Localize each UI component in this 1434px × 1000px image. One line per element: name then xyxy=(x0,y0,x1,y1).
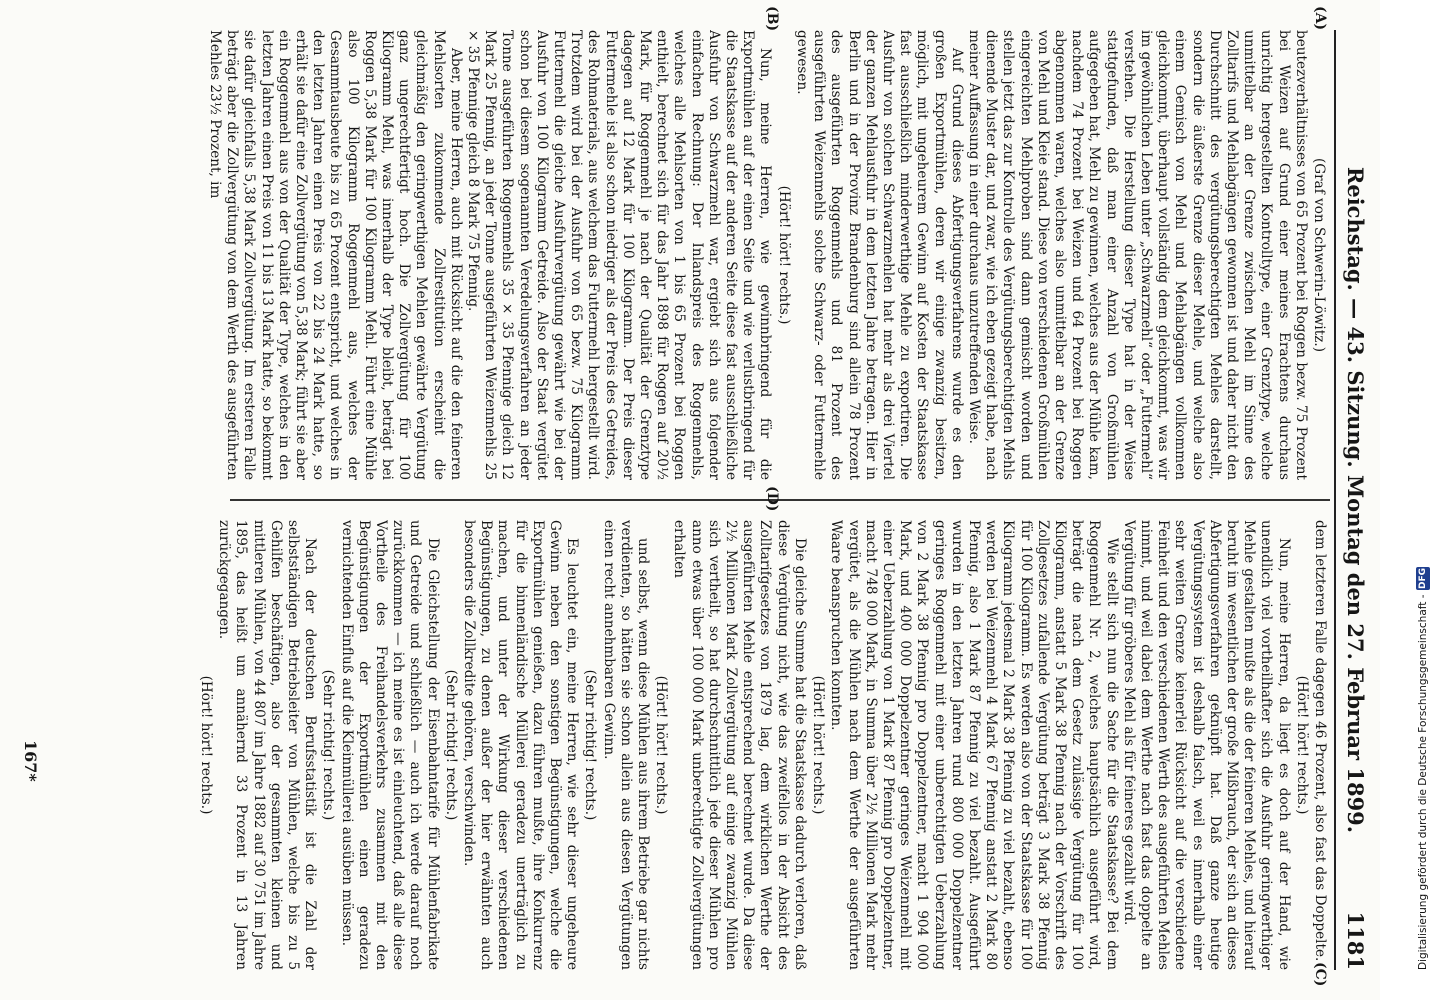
signature-mark: 167* xyxy=(21,740,40,782)
reaction: (Hört! hört! rechts.) xyxy=(1293,675,1310,815)
header-title: Reichstag. — 43. Sitzung. Montag den 27. Februar 1899. xyxy=(1343,166,1368,834)
reaction: (Hört! hört! rechts.) xyxy=(653,675,670,815)
reaction: (Sehr richtig! rechts.) xyxy=(582,669,599,821)
marker-b: (B) xyxy=(764,6,780,32)
paragraph: Nach der deutschen Berufsstatistik ist die Zahl der selbstständigen Betriebsleiter von Mühlen, welche bis zu 5 Gehilfen beschäftigen, also der gesammten kleinen und mittleren Mühlen, von 44 807 im Jahre 1882 auf 30 751 im Jahre 1895, das heißt um annähernd 33 Prozent in 13 Jahren zurückgegangen. xyxy=(216,520,319,970)
paragraph: Wie stellt sich nun die Sache für die Staatskasse? Bei dem Roggenmehl Nr. 2, welches hauptsächlich ausgeführt wird, beträgt die nach dem Gesetz zulässige Vergütung für 100 Kilogramm, anstatt 5 Mark 38 Pfennig nach der Vorschrift des Zollgesetzes zufallende Vergütung beträgt 3 Mark 38 Pfennig für 100 Kilogramm. Es werden also von der Staatskasse für 100 Kilogramm jedesmal 2 Mark 38 Pfennig zu viel bezahlt, ebenso werden bei Weizenmehl 4 Mark 67 Pfennig anstatt 2 Mark 80 Pfennig, also 1 Mark 87 Pfennig zu viel bezahlt. Ausgeführt wurden in den letzten Jahren rund 800 000 Doppelzentner geringes Roggenmehl mit einer unberechtigten Ueberzahlung von 2 Mark 38 Pfennig pro Doppelzentner, macht 1 904 000 Mark, und 400 000 Doppelzentner geringes Weizenmehl mit einer Ueberzahlung von 1 Mark 87 Pfennig pro Doppelzentner, macht 748 000 Mark, in Summa über 2½ Millionen Mark mehr vergütet, als die Mühlen nach dem Werthe der ausgeführten Waare beanspruchen konnten. xyxy=(828,520,1120,970)
paragraph: Nun, meine Herren, da liegt es doch auf der Hand, wie unendlich viel vortheilhafter sich die Ausfuhr geringwerthiger Mehle gestalten mußte als die der feineren Mehles, und hierauf beruht im wesentlichen der große Mißbrauch, der sich an dieses Abfertigungsverfahren geknüpft hat. Daß ganze heutige Vergütungssystem ist deshalb falsch, weil es innerhalb einer sehr weiten Grenze keinerlei Rücksicht auf die verschiedene Feinheit und den verschiedenen Werth des ausgeführten Mehles nimmt, und weil dabei dem Werthe nach fast das doppelte an Vergütung für gröberes Mehl als für feineres gezahlt wird. xyxy=(1120,520,1292,970)
paragraph: Aber, meine Herren, auch mit Rücksicht auf die den feineren Mehlsorten zukommende Zollrestitution erscheint die gleichmäßig den geringwerthigen Mehlen gewährte Vergütung ganz ungerechtfertigt hoch. Die Zollvergütung für 100 Kilogramm Mehl, was innerhalb der Type bleibt, beträgt bei Roggen 5,38 Mark für 100 Kilogramm Mehl. Führt eine Mühle also 100 Kilogramm Roggenmehl aus, welches der Gesammtausbeute bis zu 65 Prozent entspricht, und welches in den letzten Jahren einen Preis von 22 bis 24 Mark hatte, so erhält sie dafür eine Zollvergütung von 5,38 Mark; führt sie aber ein Roggenmehl aus von der Qualität der Type, welches in den letzten Jahren einen Preis von 11 bis 13 Mark hatte, so bekommt sie dafür gleichfalls 5,38 Mark Zollvergütung. Im ersteren Falle beträgt aber die Zollvergütung von dem Werth des ausgeführten Mehles 23½ Prozent, im xyxy=(207,30,464,480)
header-rule xyxy=(1334,30,1336,970)
paragraph: Auf Grund dieses Abfertigungsverfahrens wurde es den großen Exportmühlen, deren wir einige zwanzig besitzen, möglich, mit ungeheurem Gewinn auf Kosten der Staatskasse fast ausschließlich minderwerthige Mehle zu exportiren. Die Ausfuhr von solchen Schwarzmehlen hat mehr als drei Viertel der ganzen Mehlausfuhr in dem letzten Jahre betragen. Hier in Berlin und in der Provinz Brandenburg sind allein 78 Prozent des ausgeführten Roggenmehls und 81 Prozent des ausgeführten Weizenmehls solche Schwarz- oder Futtermehle gewesen. xyxy=(793,30,965,480)
speaker-name: (Graf von Schwerin-Löwitz.) xyxy=(1311,157,1327,353)
credit-text: Digitalisierung gefördert durch die Deutsche Forschungsgemeinschaft - xyxy=(1417,594,1429,970)
dfg-logo-icon: DFG xyxy=(1418,568,1428,590)
digitization-credit xyxy=(1412,490,1434,970)
paragraph: und selbst, wenn diese Mühlen aus ihrem Betriebe gar nichts verdienten, so hätten sie schon allein aus diesen Vergütungen einen recht annehmbaren Gewinn. xyxy=(600,520,652,970)
marker-a: (A) xyxy=(1312,6,1328,31)
paragraph: Es leuchtet ein, meine Herren, wie sehr dieser ungeheure Gewinn neben den sonstigen Begünstigungen, welche die Exportmühlen genießen, dazu führen mußte, ihre Konkurrenz für die binnenländische Müllerei geradezu unerträglich zu machen, und unter der Wirkung dieser verschiedenen Begünstigungen, zu denen außer der hier erwähnten auch besonders die Zollkredite gehören, verschwinden. xyxy=(461,520,581,970)
marker-c: (C) xyxy=(1312,962,1328,987)
paragraph: dem letzteren Falle dagegen 46 Prozent, also fast das Doppelte. xyxy=(1312,520,1328,962)
reaction: (Hört! hört! rechts.) xyxy=(810,675,827,815)
column-divider xyxy=(230,499,1330,501)
page-number: 1181 xyxy=(1343,911,1368,970)
paragraph: beutezverhältnisses von 65 Prozent bei Roggen bezw. 75 Prozent bei Weizen auf Grund einer meines Erachtens durchaus unrichtig hergestellten Kontrolltype, einer Grenztype, welche unmittelbar an der Grenze zwischen Mehl im Sinne des Zolltarifs und Mehlabgängen gewonnen ist und daher nicht den Durchschnitt des vergütungsberechtigten Mehles darstellt, sondern die äußerste Grenze dieser Mehle, und welche also einem Gemisch von Mehl und Mehlabgängen vollkommen gleichkommt, überhaupt vollständig dem gleichkommt, was wir im gewöhnlichen Leben unter „Schwarzmehl“ oder „Futtermehl“ verstehen. Die Herstellung dieser Type hat in der Weise stattgefunden, daß man einer Anzahl von Großmühlen aufgegeben hat, Mehl zu gewinnen, welches aus der Mühle kam, nachdem 74 Prozent bei Weizen und 64 Prozent bei Roggen abgenommen waren, welches also unmittelbar an der Grenze von Mehl und Kleie stand. Diese von verschiedenen Großmühlen eingereichten Mehlproben sind dann gemischt worden und stellen jetzt das zur Kontrolle des Vergütungsberechtigten Mehls dienende Muster dar, und zwar, wie ich eben gezeigt habe, nach meiner Auffassung in einer durchaus unzutreffenden Weise. xyxy=(965,30,1309,480)
reaction: (Hört! hört! rechts.) xyxy=(198,675,214,815)
page-header xyxy=(1338,30,1372,970)
paragraph: Die gleiche Summe hat die Staatskasse dadurch verloren, daß diese Vergütung nicht, wie das zweifellos in der Absicht des Zolltarifgesetzes von 1879 lag, dem wirklichen Werthe der ausgeführten Mehle entsprechend berechnet wurde. Da diese 2½ Millionen Mark Zollvergütung auf einige zwanzig Mühlen sich vertheilt, so hat durchschnittlich jede dieser Mühlen pro anno etwas über 100 000 Mark unberechtigte Zollvergütungen erhalten xyxy=(671,520,808,970)
left-column xyxy=(88,30,1328,480)
reaction: (Hört! hört! rechts.) xyxy=(775,185,792,325)
paragraph: Die Gleichstellung der Eisenbahntarife für Mühlenfabrikate und Getreide und schließlich — auch ich werde darauf noch zurückkommen — ich meine es ist einleuchtend, daß alle diese Vortheile des Freihandelsverkehrs zusammen mit den Begünstigungen der Exportmühlen einen geradezu vernichtenden Einfluß auf die Kleinmüllerei ausüben müssen. xyxy=(338,520,441,970)
reaction: (Sehr richtig! rechts.) xyxy=(320,669,337,821)
paragraph: Nun, meine Herren, wie gewinnbringend für die Exportmühlen auf der einen Seite und wie verlustbringend für die Staatskasse auf der anderen Seite diese fast ausschließliche Ausfuhr von Schwarzmehl war, ergiebt sich aus folgender einfachen Rechnung: Der Inlandspreis des Roggenmehls, welches alle Mehlsorten von 1 bis 65 Prozent bei Roggen enthielt, berechnet sich für das Jahr 1898 für Roggen auf 20½ Mark, für Roggenmehl je nach der Qualität der Grenztype dagegen auf 12 Mark für 100 Kilogramm. Der Preis dieser Futtermehle ist also schon niedriger als der Preis des Getreides, des Rohmaterials, aus welchem das Futtermehl hergestellt wird. Trotzdem wird bei der Ausfuhr von 65 bezw. 75 Kilogramm Futtermehl die gleiche Ausfuhrvergütung gewährt wie bei der Ausfuhr von 100 Kilogramm Getreide. Also der Staat vergütet schon bei diesem sogenannten Veredelungsverfahren an jeder Tonne ausgeführten Roggenmehls 35 × 35 Pfennige gleich 12 Mark 25 Pfennig, an jeder Tonne ausgeführten Weizenmehls 25 × 35 Pfennige gleich 8 Mark 75 Pfennig. xyxy=(465,30,774,480)
marker-d: (D) xyxy=(764,486,780,512)
right-column xyxy=(88,520,1328,970)
reaction: (Sehr richtig! rechts.) xyxy=(442,669,459,821)
